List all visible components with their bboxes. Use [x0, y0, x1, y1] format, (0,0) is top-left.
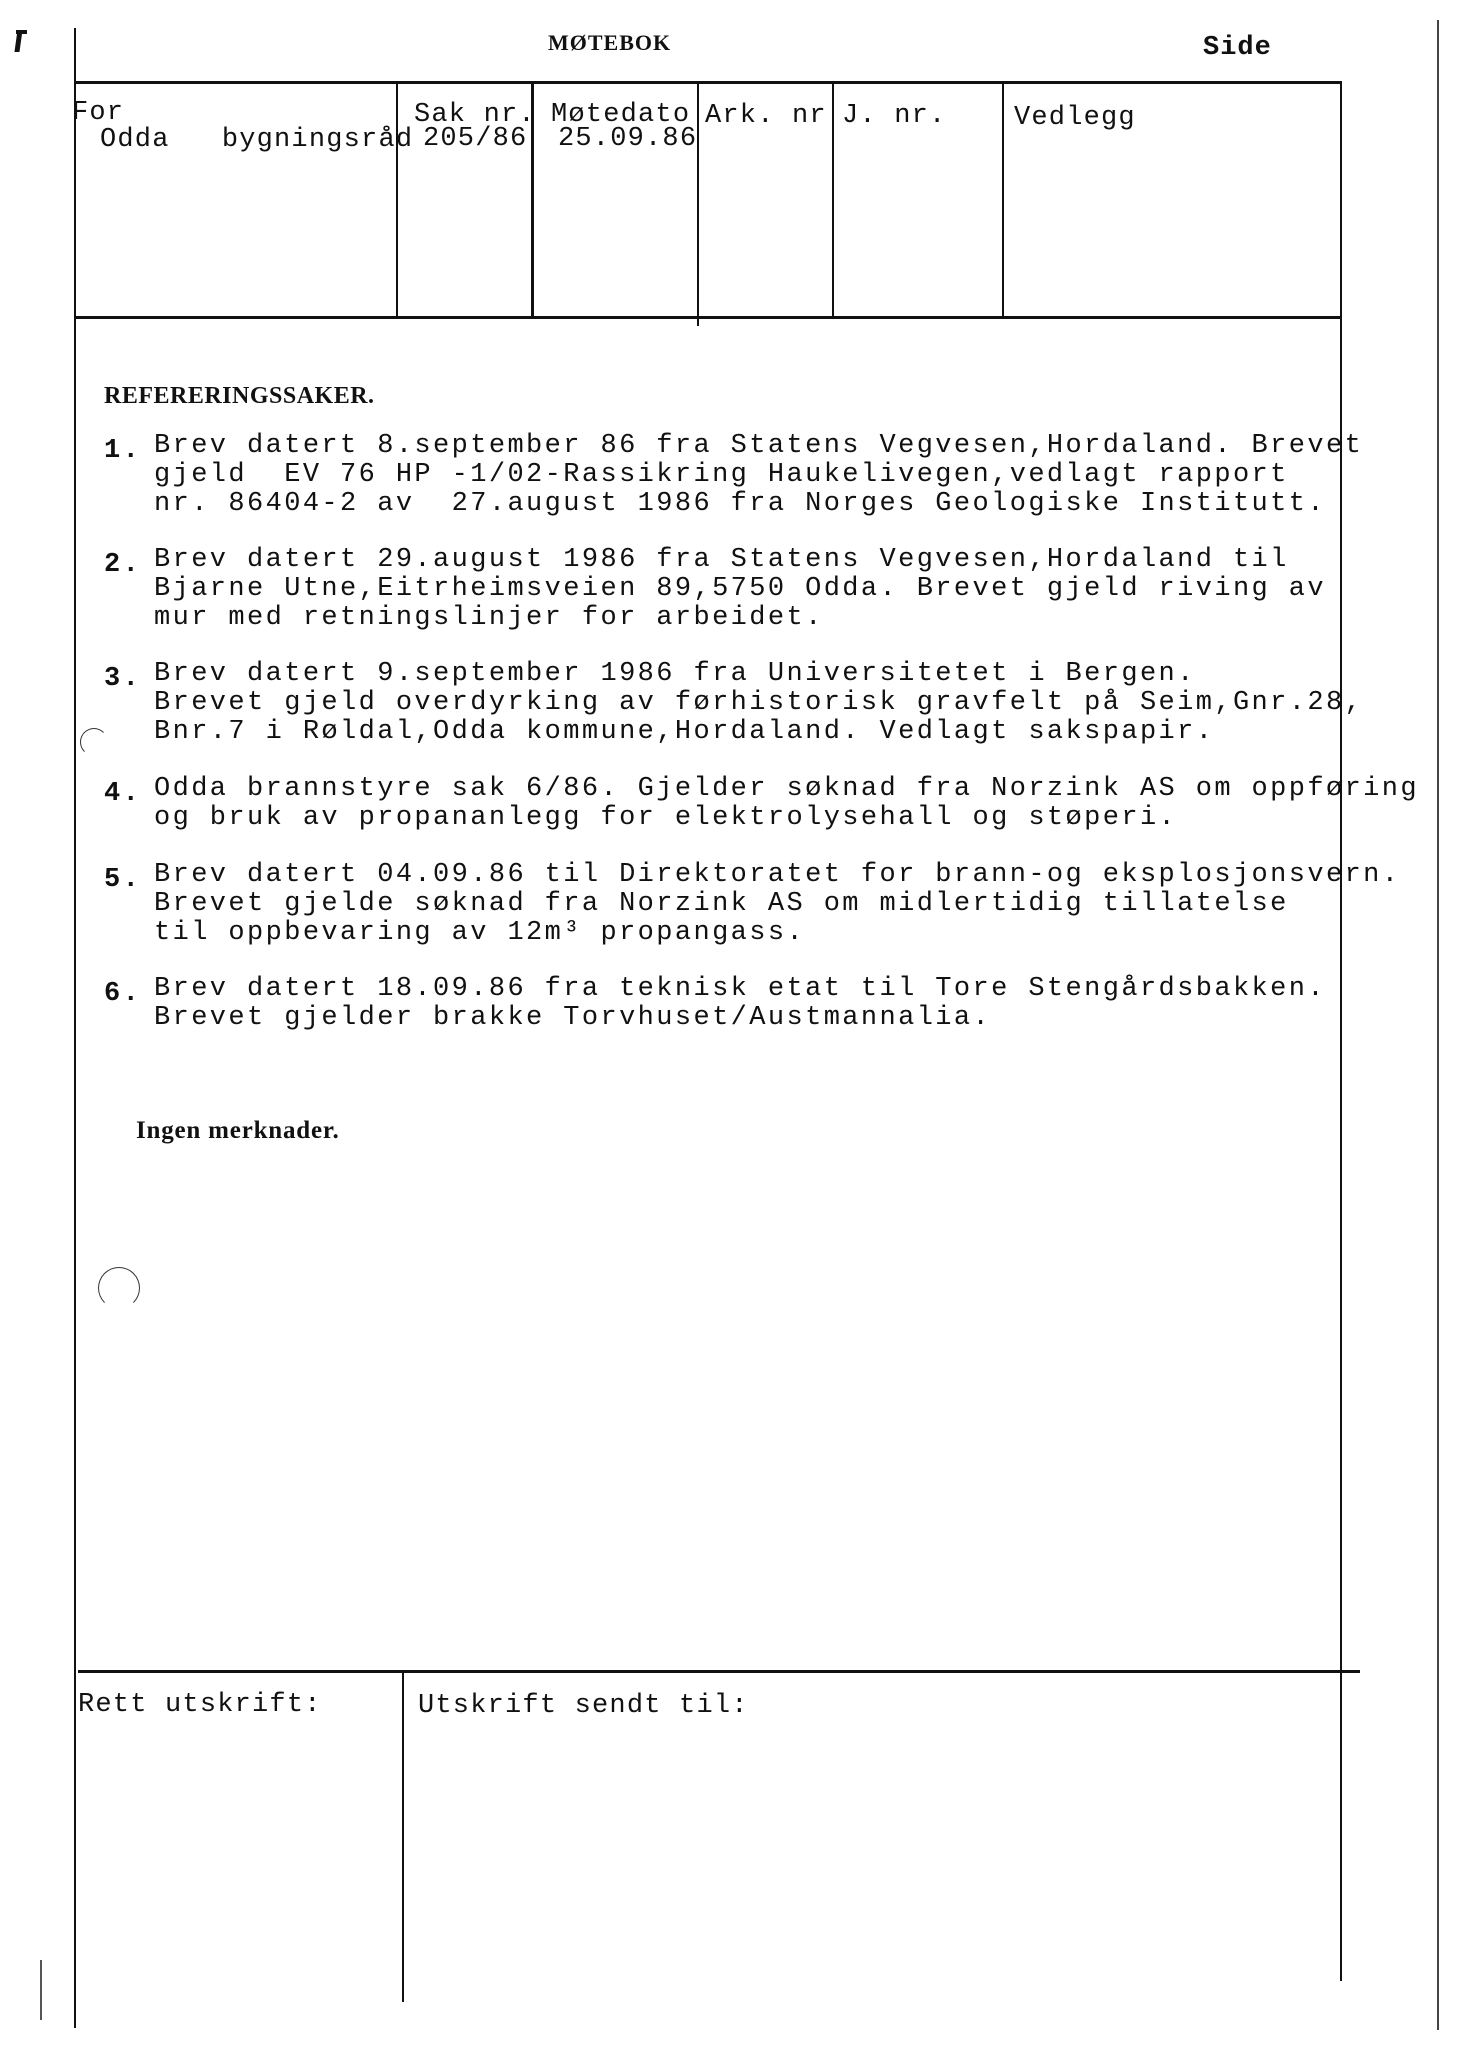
item-number: 5. [104, 865, 142, 895]
item-number: 2. [104, 550, 142, 580]
remark-text: Ingen merknader. [136, 1117, 340, 1144]
scan-edge-mark [1437, 20, 1439, 2030]
header-divider-jnr [832, 81, 834, 319]
item-line: nr. 86404-2 av 27.august 1986 fra Norges Geologiske Institutt. [154, 489, 1326, 519]
for-value: Odda bygningsråd [100, 125, 414, 155]
item-line: Bnr.7 i Røldal,Odda kommune,Hordaland. Vedlagt sakspapir. [154, 717, 1215, 747]
item-line: og bruk av propananlegg for elektrolysehall og støperi. [154, 803, 1178, 833]
item-number: 1. [104, 436, 142, 466]
punch-hole-mark [98, 1267, 140, 1309]
punch-hole-mark [80, 728, 108, 756]
vedlegg-label: Vedlegg [1014, 103, 1136, 133]
footer-divider [402, 1670, 404, 2002]
item-line: Brevet gjelde søknad fra Norzink AS om midlertidig tillatelse [154, 889, 1289, 919]
item-line: Brev datert 18.09.86 fra teknisk etat til Tore Stengårdsbakken. [154, 974, 1326, 1004]
frame-left-border [74, 28, 76, 2028]
item-number: 3. [104, 664, 142, 694]
item-line: gjeld EV 76 HP -1/02-Rassikring Haukelivegen,vedlagt rapport [154, 460, 1289, 490]
item-line: Bjarne Utne,Eitrheimsveien 89,5750 Odda. Brevet gjeld riving av [154, 574, 1326, 604]
motedato-label: Møtedato [551, 100, 691, 130]
scan-corner-mark-top [16, 30, 27, 34]
for-label: For [72, 98, 125, 128]
utskrift-sendt-label: Utskrift sendt til: [418, 1691, 749, 1721]
item-line: Brevet gjeld overdyrking av førhistorisk gravfelt på Seim,Gnr.28, [154, 688, 1364, 718]
item-line: til oppbevaring av 12m³ propangass. [154, 918, 806, 948]
item-line: Brevet gjelder brakke Torvhuset/Austmannalia. [154, 1003, 992, 1033]
ark-label: Ark. nr [705, 101, 827, 131]
header-bottom-rule [74, 316, 1342, 319]
section-heading: REFERERINGSSAKER. [104, 383, 375, 409]
jnr-label: J. nr. [842, 101, 947, 131]
item-number: 4. [104, 779, 142, 809]
header-top-rule [74, 81, 1342, 84]
motedato-value: 25.09.86 [558, 124, 698, 154]
rett-utskrift-label: Rett utskrift: [78, 1690, 322, 1720]
item-line: Brev datert 9.september 1986 fra Universitetet i Bergen. [154, 659, 1196, 689]
item-line: Brev datert 8.september 86 fra Statens Vegvesen,Hordaland. Brevet [154, 431, 1364, 461]
item-line: Brev datert 29.august 1986 fra Statens Vegvesen,Hordaland til [154, 545, 1289, 575]
page-side-label: Side [1203, 33, 1272, 63]
header-divider-ark [697, 81, 699, 326]
item-line: Brev datert 04.09.86 til Direktoratet for brann-og eksplosjonsvern. [154, 860, 1401, 890]
sak-label: Sak nr. [414, 100, 536, 130]
footer-top-rule [78, 1670, 1360, 1673]
sak-value: 205/86 [423, 124, 528, 154]
header-divider-sak [396, 81, 398, 319]
item-number: 6. [104, 979, 142, 1009]
scan-bottom-left-mark [40, 1960, 42, 2020]
document-title: MØTEBOK [548, 30, 672, 55]
frame-right-border [1340, 81, 1342, 1981]
item-line: Odda brannstyre sak 6/86. Gjelder søknad fra Norzink AS om oppføring [154, 774, 1419, 804]
item-line: mur med retningslinjer for arbeidet. [154, 603, 824, 633]
header-divider-vedlegg [1002, 81, 1004, 319]
